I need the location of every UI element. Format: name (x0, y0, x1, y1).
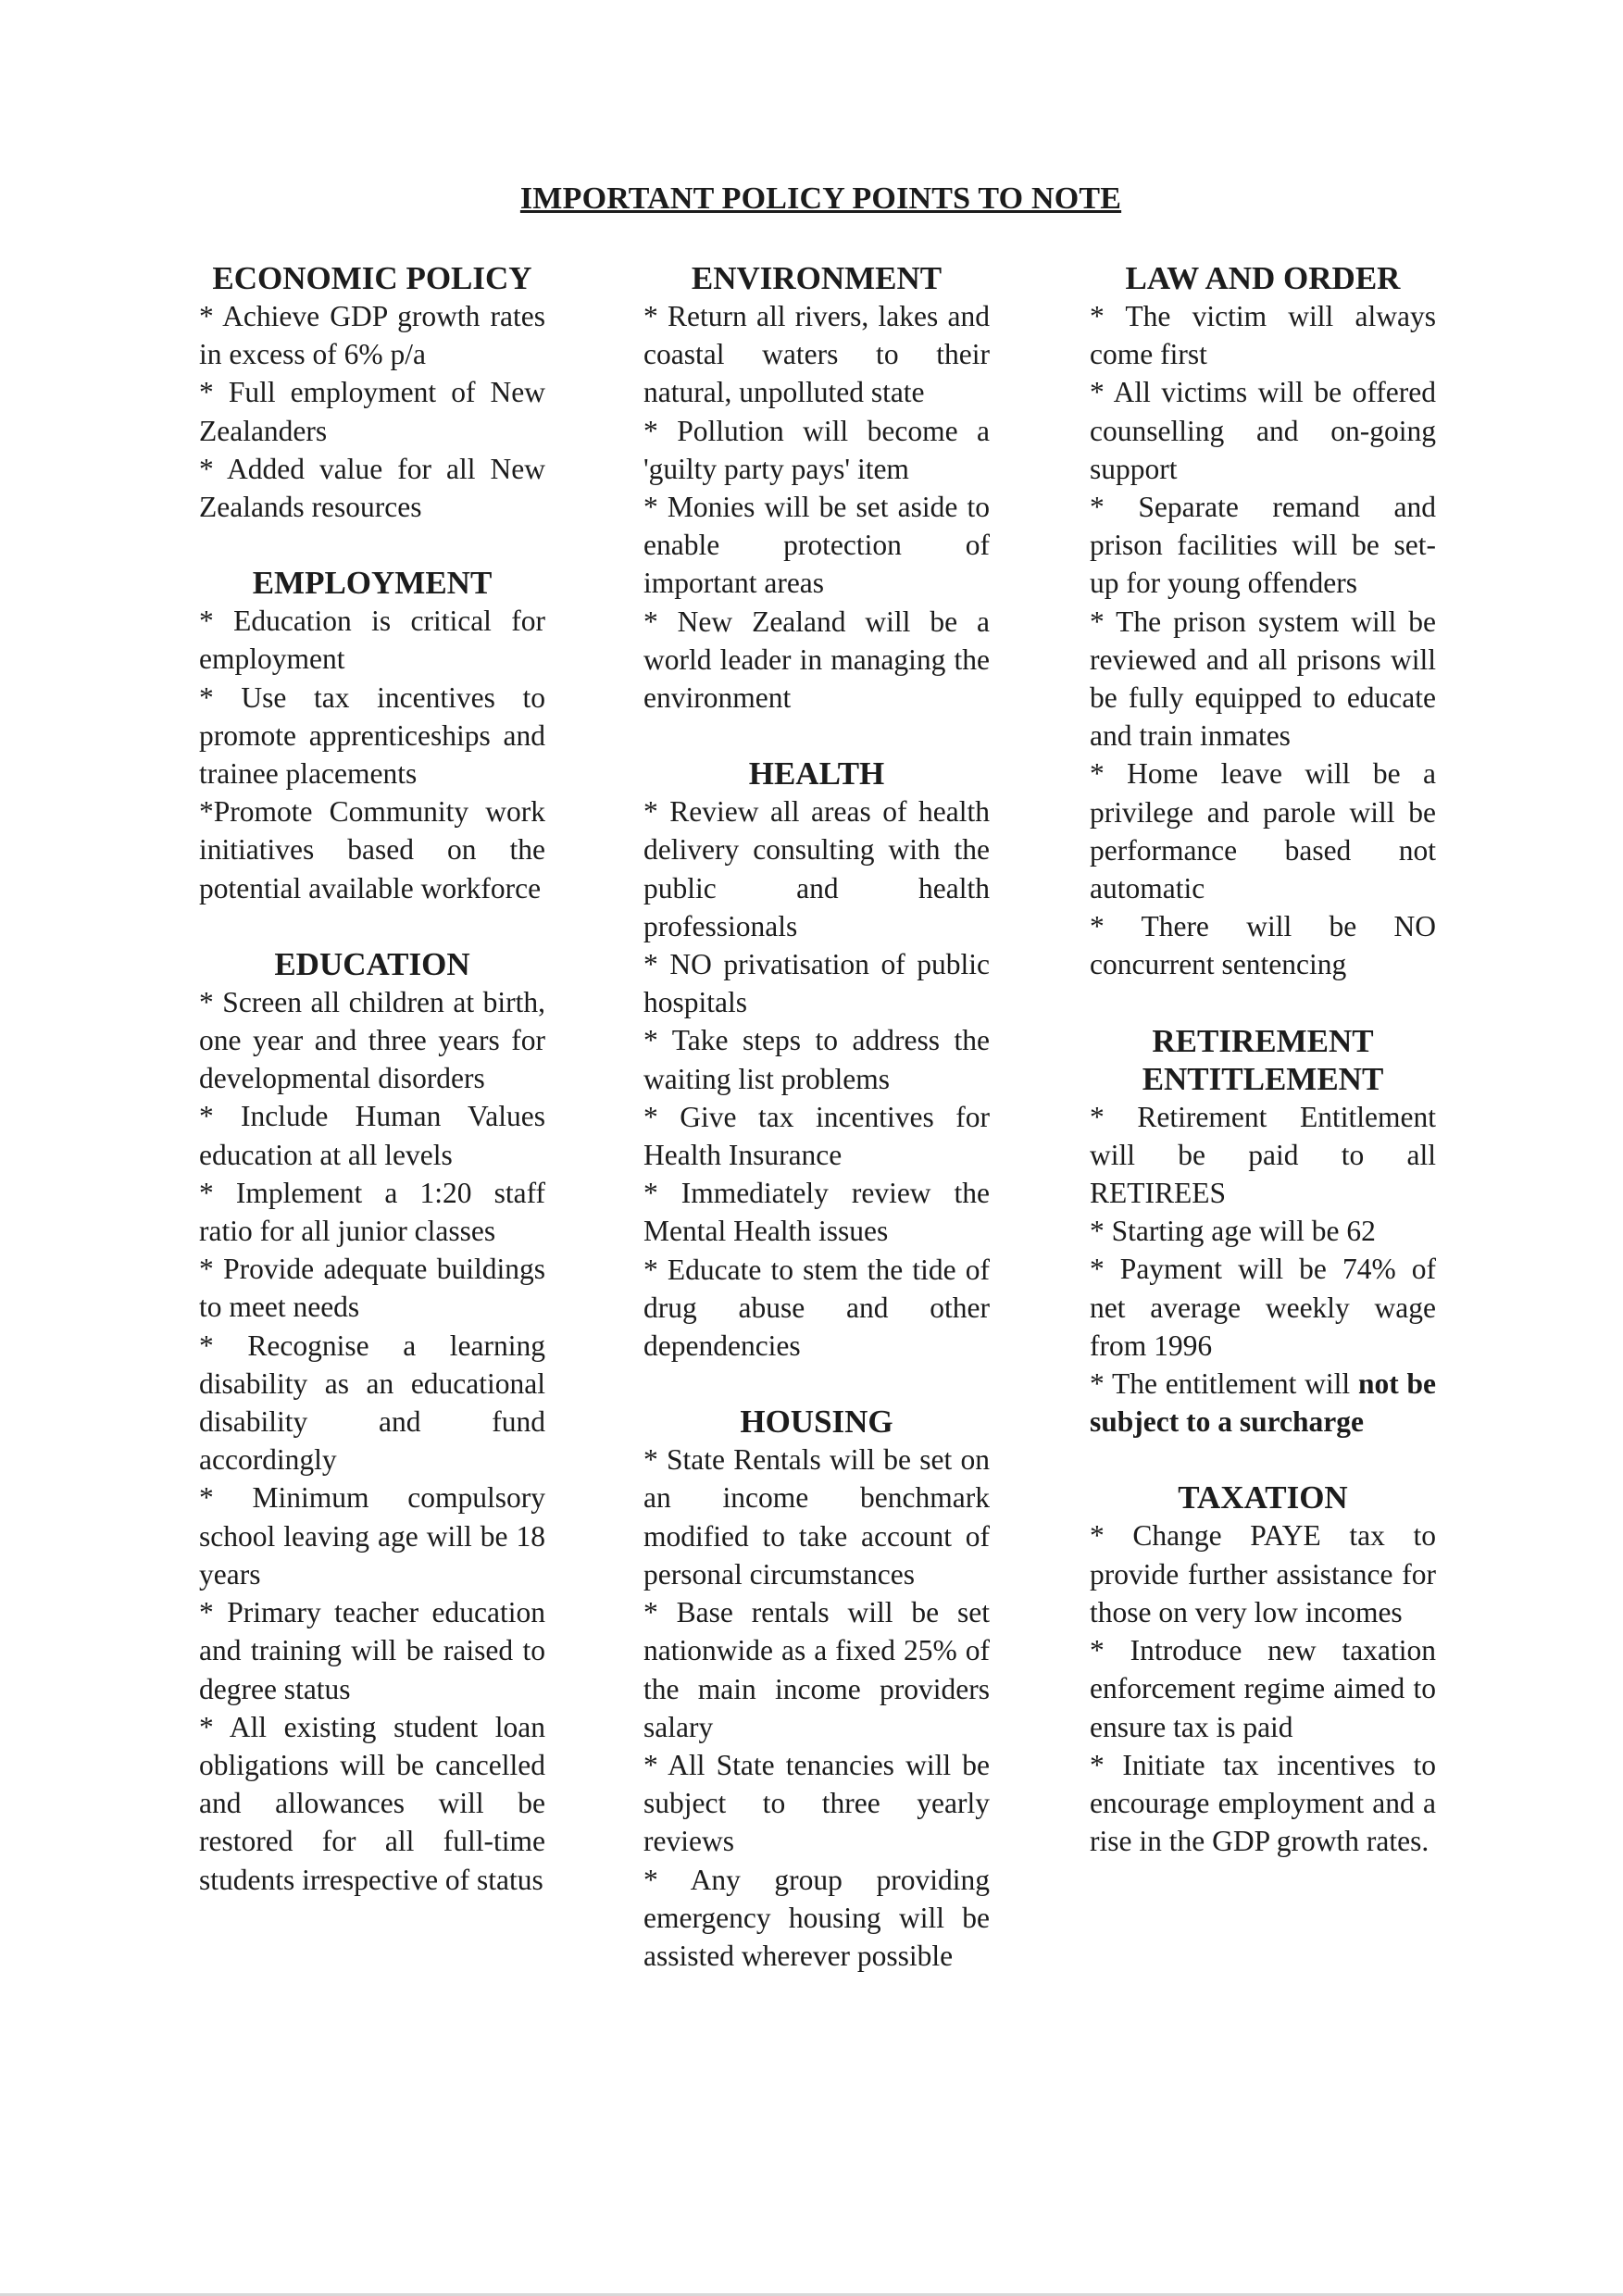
section-retirement-entitlement (1090, 1022, 1436, 1441)
policy-item: * Added value for all New Zealands resources (199, 452, 545, 524)
policy-item: * The prison system will be reviewed and all prisons will be fully equipped to educate and train inmates (1090, 605, 1436, 753)
section-education (199, 945, 545, 1899)
policy-item: * NO privatisation of public hospitals (643, 948, 990, 1019)
section-heading: TAXATION (1178, 1479, 1348, 1516)
section-heading: ECONOMIC POLICY (212, 260, 532, 296)
policy-item: * Pollution will become a 'guilty party pays' item (643, 414, 990, 485)
policy-item: * State Rentals will be set on an income benchmark modified to take account of personal circumstances (643, 1443, 990, 1591)
page-title: IMPORTANT POLICY POINTS TO NOTE (519, 181, 1122, 216)
policy-item: * Return all rivers, lakes and coastal waters to their natural, unpolluted state (643, 300, 990, 409)
section-employment (199, 564, 545, 907)
policy-item: * All State tenancies will be subject to three yearly reviews (643, 1748, 990, 1858)
section-health (643, 755, 990, 1365)
policy-item: * Educate to stem the tide of drug abuse and other dependencies (643, 1253, 990, 1363)
policy-item: *Promote Community work initiatives based on the potential available workforce (199, 795, 545, 905)
policy-item: * Recognise a learning disability as an educational disability and fund accordingly (199, 1329, 545, 1477)
section-law-and-order (1090, 259, 1436, 984)
policy-item: * There will be NO concurrent sentencing (1090, 910, 1436, 981)
policy-item: * Monies will be set aside to enable protection of important areas (643, 491, 990, 600)
policy-item: * Change PAYE tax to provide further assistance for those on very low incomes (1090, 1519, 1436, 1628)
column-right (1090, 259, 1436, 1898)
policy-item: * Minimum compulsory school leaving age will be 18 years (199, 1481, 545, 1591)
policy-item: * New Zealand will be a world leader in managing the environment (643, 605, 990, 715)
policy-item: * Use tax incentives to promote apprenticeships and trainee placements (199, 680, 545, 791)
policy-item: * Include Human Values education at all levels (199, 1100, 545, 1171)
policy-item: * Provide adequate buildings to meet needs (199, 1253, 545, 1324)
policy-item: * The victim will always come first (1090, 300, 1436, 371)
policy-item: * Separate remand and prison facilities will be set-up for young offenders (1090, 491, 1436, 600)
column-left (199, 259, 545, 1937)
section-heading: HEALTH (748, 755, 885, 792)
policy-item-emphasis (1090, 1365, 1436, 1441)
policy-item: * Initiate tax incentives to encourage employment and a rise in the GDP growth rates. (1090, 1748, 1436, 1858)
section-heading: HOUSING (740, 1404, 893, 1441)
policy-item: * Education is critical for employment (199, 605, 545, 676)
policy-item-text: * The entitlement will (1090, 1367, 1358, 1401)
section-heading: RETIREMENT ENTITLEMENT (1142, 1022, 1384, 1097)
policy-item: * Any group providing emergency housing will be assisted wherever possible (643, 1863, 990, 1972)
section-environment (643, 259, 990, 717)
section-heading: EDUCATION (274, 945, 470, 982)
policy-item: * Home leave will be a privilege and parole will be performance based not automatic (1090, 757, 1436, 905)
column-middle (643, 259, 990, 2013)
section-housing (643, 1403, 990, 1975)
section-economic-policy (199, 259, 545, 526)
policy-item: * Immediately review the Mental Health issues (643, 1177, 990, 1248)
policy-item-bold-text: not be subject to a surcharge (1090, 1367, 1436, 1439)
section-taxation (1090, 1479, 1436, 1860)
section-heading: EMPLOYMENT (252, 565, 493, 602)
policy-item: * Full employment of New Zealanders (199, 376, 545, 447)
section-heading: LAW AND ORDER (1125, 260, 1401, 296)
policy-item: * Starting age will be 62 (1090, 1215, 1376, 1248)
policy-item: * Primary teacher education and training will be raised to degree status (199, 1596, 545, 1705)
policy-item: * Base rentals will be set nationwide as a fixed 25% of the main income providers salary (643, 1596, 990, 1743)
policy-item: * Introduce new taxation enforcement regime aimed to ensure tax is paid (1090, 1634, 1436, 1743)
section-heading: ENVIRONMENT (691, 260, 943, 296)
policy-item: * Screen all children at birth, one year and three years for developmental disorders (199, 985, 545, 1095)
policy-item: * All existing student loan obligations will be cancelled and allowances will be restored for all full-time students irrespective of status (199, 1710, 545, 1896)
policy-item: * Take steps to address the waiting list problems (643, 1024, 990, 1095)
policy-item: * Review all areas of health delivery consulting with the public and health professionals (643, 795, 990, 942)
policy-item: * All victims will be offered counselling and on-going support (1090, 376, 1436, 485)
policy-item: * Give tax incentives for Health Insurance (643, 1100, 990, 1172)
policy-item: * Payment will be 74% of net average weekly wage from 1996 (1090, 1253, 1436, 1362)
policy-item: * Implement a 1:20 staff ratio for all junior classes (199, 1176, 545, 1248)
policy-item: * Retirement Entitlement will be paid to all RETIREES (1090, 1100, 1436, 1210)
policy-item: * Achieve GDP growth rates in excess of 6% p/a (199, 300, 545, 371)
